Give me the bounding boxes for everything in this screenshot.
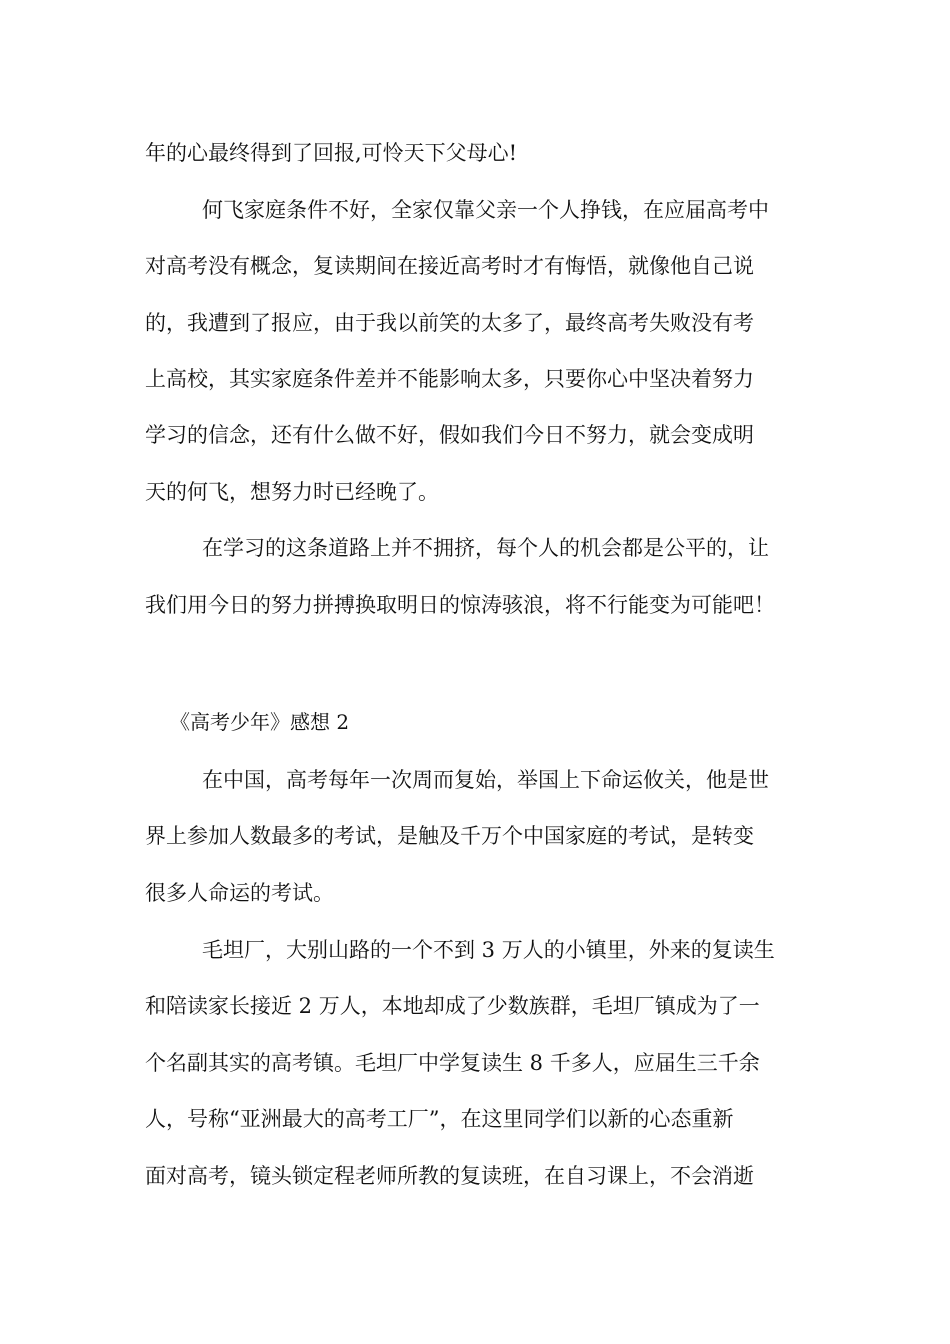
text-line: 个名副其实的高考镇。毛坦厂中学复读生 8 千多人，应届生三千余 bbox=[145, 1051, 760, 1075]
text-line: 我们用今日的努力拼搏换取明日的惊涛骇浪，将不行能变为可能吧！ bbox=[145, 593, 775, 617]
text-line: 很多人命运的考试。 bbox=[145, 881, 334, 905]
paragraph-start: 在学习的这条道路上并不拥挤，每个人的机会都是公平的，让 bbox=[202, 536, 769, 560]
paragraph-start: 在中国，高考每年一次周而复始，举国上下命运攸关，他是世 bbox=[202, 768, 769, 792]
paragraph-start: 毛坦厂，大别山路的一个不到 3 万人的小镇里，外来的复读生 bbox=[202, 938, 775, 962]
text-line: 界上参加人数最多的考试，是触及千万个中国家庭的考试，是转变 bbox=[145, 824, 754, 848]
text-line: 和陪读家长接近 2 万人，本地却成了少数族群，毛坦厂镇成为了一 bbox=[145, 994, 760, 1018]
paragraph-start: 何飞家庭条件不好，全家仅靠父亲一个人挣钱，在应届高考中 bbox=[202, 198, 769, 222]
text-line: 人，号称“亚洲最大的高考工厂”，在这里同学们以新的心态重新 bbox=[145, 1107, 734, 1131]
text-line: 年的心最终得到了回报,可怜天下父母心! bbox=[145, 141, 518, 165]
text-line: 对高考没有概念，复读期间在接近高考时才有悔悟，就像他自己说 bbox=[145, 254, 754, 278]
text-line: 天的何飞，想努力时已经晚了。 bbox=[145, 480, 439, 504]
text-line: 上高校，其实家庭条件差并不能影响太多，只要你心中坚决着努力 bbox=[145, 367, 754, 391]
section-heading: 《高考少年》感想 2 bbox=[170, 710, 350, 734]
text-line: 学习的信念，还有什么做不好，假如我们今日不努力，就会变成明 bbox=[145, 423, 754, 447]
text-line: 的，我遭到了报应，由于我以前笑的太多了，最终高考失败没有考 bbox=[145, 311, 754, 335]
text-line: 面对高考，镜头锁定程老师所教的复读班，在自习课上，不会消逝 bbox=[145, 1164, 754, 1188]
